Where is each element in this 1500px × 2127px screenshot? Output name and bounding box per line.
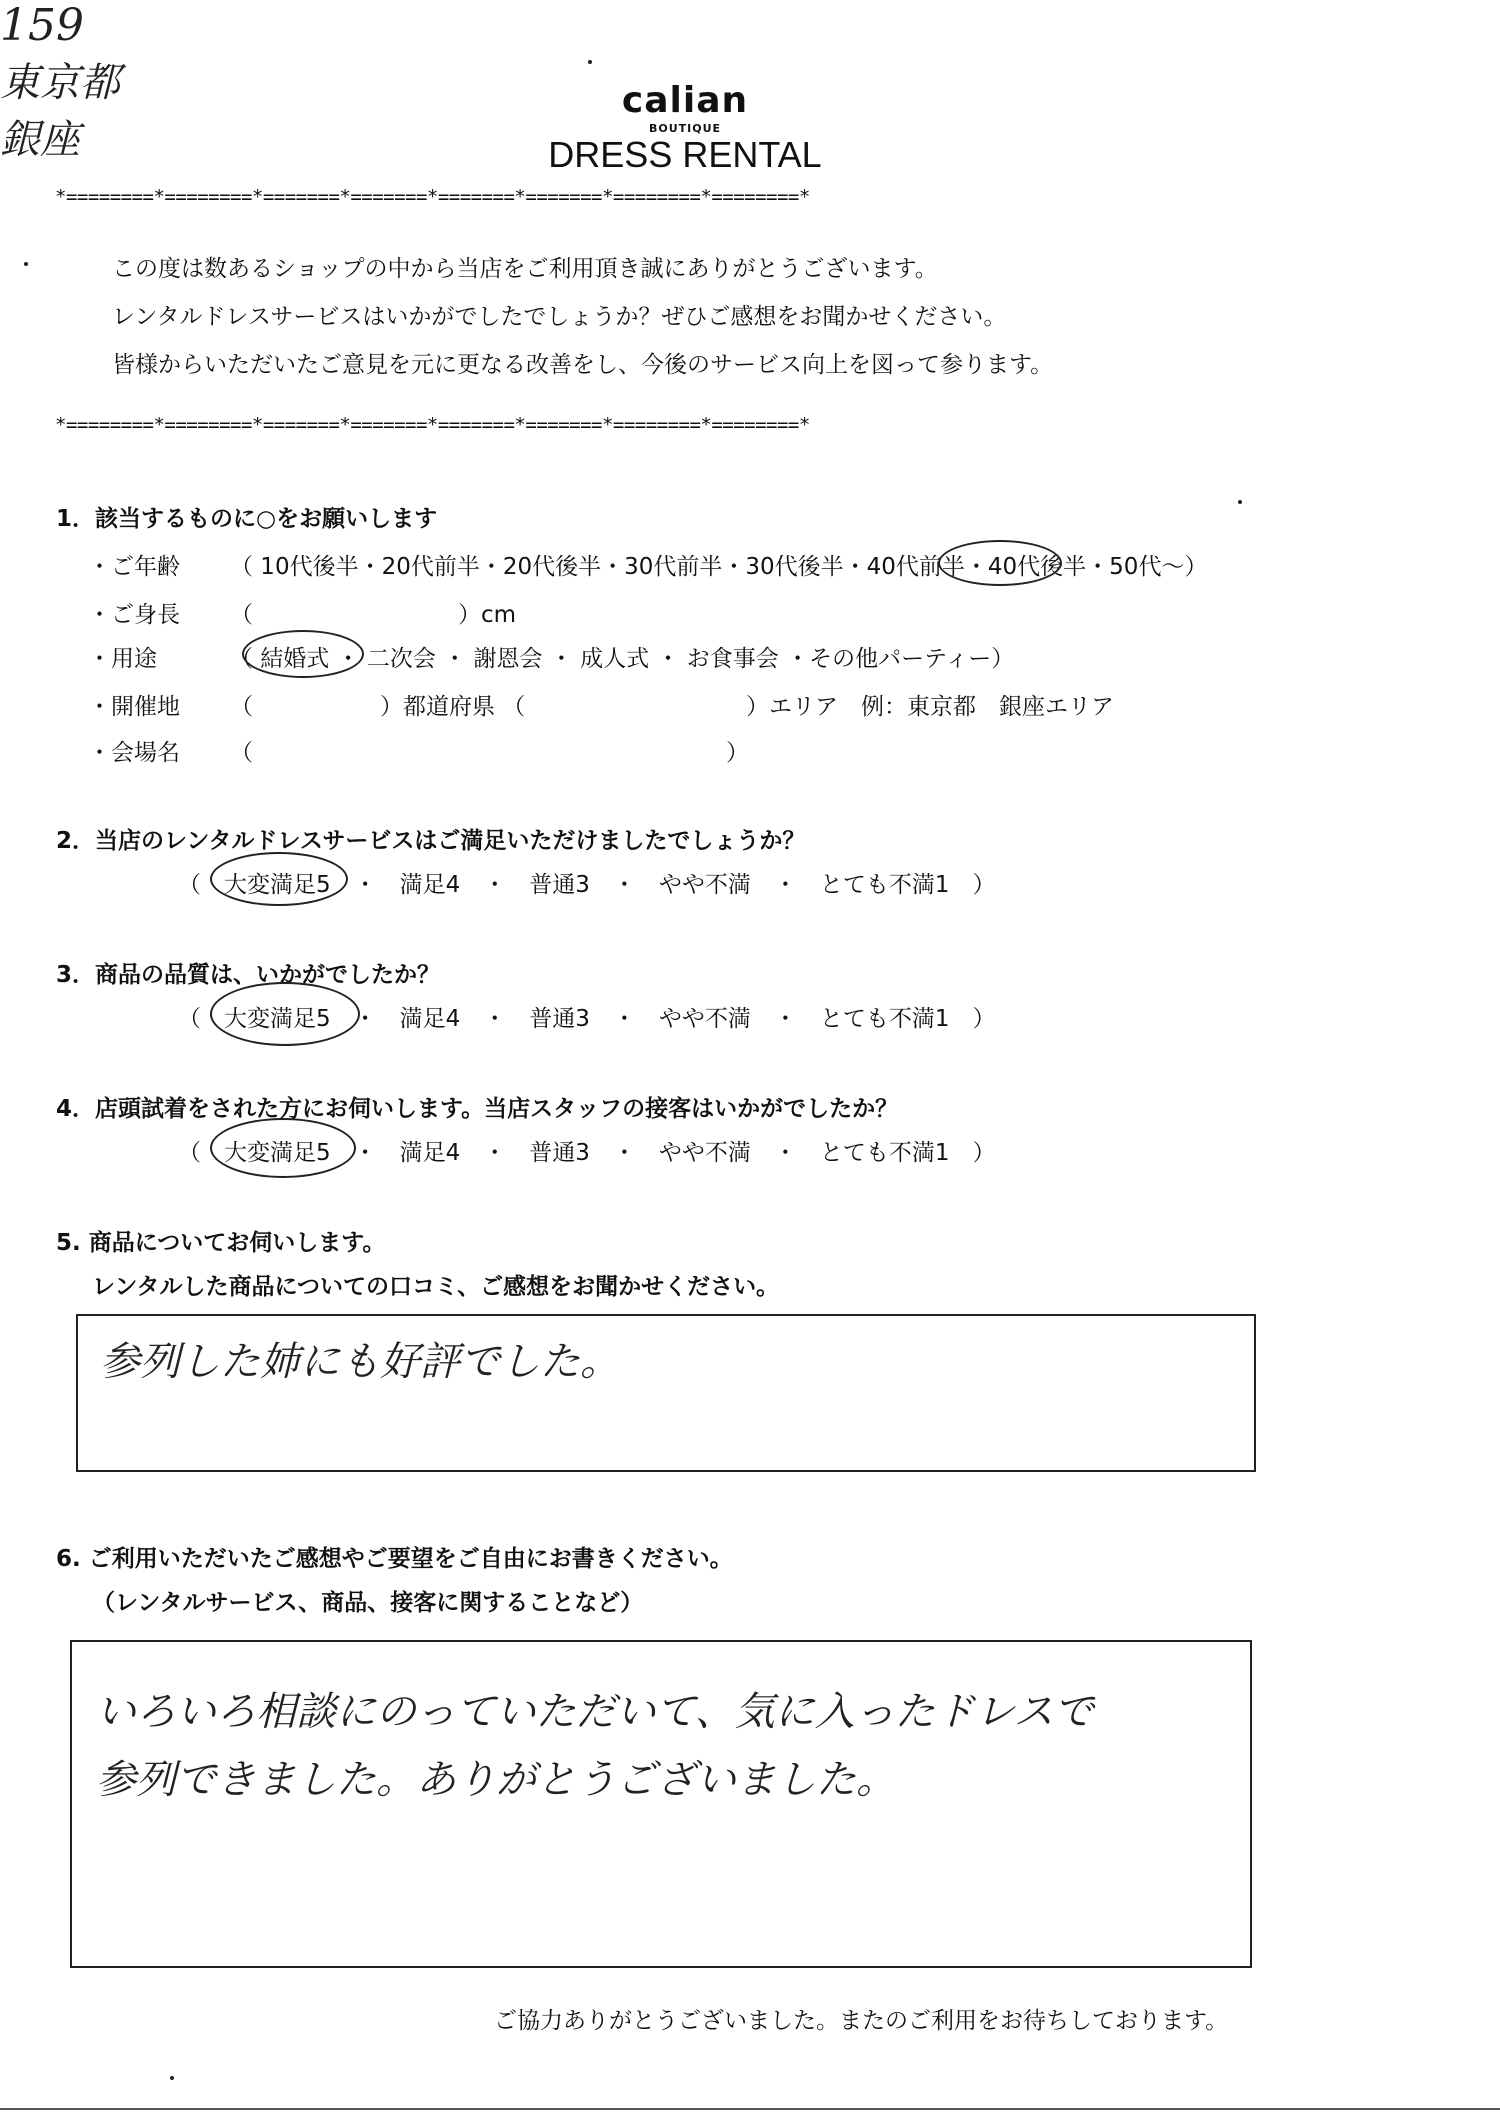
purpose-options[interactable]: （ 結婚式 ・ 二次会 ・ 謝恩会 ・ 成人式 ・ お食事会 ・その他パーティー） <box>230 646 1015 672</box>
q6-answer-line-1: いろいろ相談にのっていただいて、気に入ったドレスで <box>96 1689 1094 1735</box>
venue-mid: ）都道府県 （ <box>380 694 526 720</box>
intro-line-3: 皆様からいただいたご意見を元に更なる改善をし、今後のサービス向上を図って参ります。 <box>112 352 1054 378</box>
venue-prefecture[interactable]: 東京都 <box>0 60 120 106</box>
q2-options[interactable]: （ 大変満足5 ・ 満足4 ・ 普通3 ・ やや不満 ・ とても不満1 ） <box>178 872 996 898</box>
scan-speck <box>588 60 592 64</box>
scan-speck <box>1238 500 1242 504</box>
q3-title: 3．商品の品質は、いかがでしたか？ <box>56 962 441 988</box>
q2-title: 2．当店のレンタルドレスサービスはご満足いただけましたでしょうか？ <box>56 828 806 854</box>
q4-selection-circle <box>210 1118 356 1178</box>
q5-answer-text: 参列した姉にも好評でした。 <box>100 1339 620 1385</box>
purpose-label: ・用途 <box>88 646 157 672</box>
q5-answer-box[interactable] <box>76 1314 1256 1472</box>
q4-title: 4．店頭試着をされた方にお伺いします。当店スタッフの接客はいかがでしたか？ <box>56 1096 899 1122</box>
divider-bottom: *========*========*=======*=======*=======*=======*========*========* <box>55 414 810 436</box>
q6-answer-box[interactable] <box>70 1640 1252 1968</box>
scan-speck <box>24 262 28 266</box>
brand-sub: BOUTIQUE <box>648 122 722 135</box>
q6-subtitle: （レンタルサービス、商品、接客に関することなど） <box>92 1590 644 1616</box>
height-label: ・ご身長 <box>88 602 180 628</box>
venue-label: ・開催地 <box>88 694 180 720</box>
age-label: ・ご年齢 <box>88 554 180 580</box>
q2-selection-circle <box>210 852 348 906</box>
brand-logo: calian <box>621 80 749 121</box>
intro-line-1: この度は数あるショップの中から当店をご利用頂き誠にありがとうございます。 <box>112 256 938 282</box>
q5-title: 5. 商品についてお伺いします。 <box>56 1230 386 1256</box>
q4-options[interactable]: （ 大変満足5 ・ 満足4 ・ 普通3 ・ やや不満 ・ とても不満1 ） <box>178 1140 996 1166</box>
q6-answer-line-2: 参列できました。ありがとうございました。 <box>96 1757 896 1803</box>
purpose-selection-circle <box>242 630 364 678</box>
intro-line-2: レンタルドレスサービスはいかがでしたでしょうか？ぜひご感想をお聞かせください。 <box>112 304 1007 330</box>
scan-edge-line <box>0 2108 1500 2110</box>
q3-selection-circle <box>210 982 360 1046</box>
scan-speck <box>170 2076 174 2080</box>
height-unit: ）cm <box>458 602 517 628</box>
age-options[interactable]: （ 10代後半・20代前半・20代後半・30代前半・30代後半・40代前半・40代後半・50代～） <box>230 554 1208 580</box>
venue-open: （ <box>230 694 253 720</box>
q5-subtitle: レンタルした商品についての口コミ、ご感想をお聞かせください。 <box>92 1274 780 1300</box>
venue-end: ）エリア 例：東京都 銀座エリア <box>746 694 1114 720</box>
venue-area[interactable]: 銀座 <box>0 117 80 163</box>
age-selection-circle <box>938 540 1062 586</box>
q1-title: 1．該当するものに○をお願いします <box>56 506 438 532</box>
hall-open: （ <box>230 740 253 766</box>
hall-close: ） <box>726 740 749 766</box>
divider-top: *========*========*=======*=======*=======*=======*========*========* <box>55 186 810 208</box>
hall-label: ・会場名 <box>88 740 180 766</box>
q6-title: 6. ご利用いただいたご感想やご要望をご自由にお書きください。 <box>56 1546 733 1572</box>
footer-thanks: ご協力ありがとうございました。またのご利用をお待ちしております。 <box>494 2008 1229 2034</box>
height-value[interactable]: 159 <box>0 0 84 51</box>
form-title: DRESS RENTAL <box>548 134 822 175</box>
height-open: （ <box>230 602 253 628</box>
q3-options[interactable]: （ 大変満足5 ・ 満足4 ・ 普通3 ・ やや不満 ・ とても不満1 ） <box>178 1006 996 1032</box>
